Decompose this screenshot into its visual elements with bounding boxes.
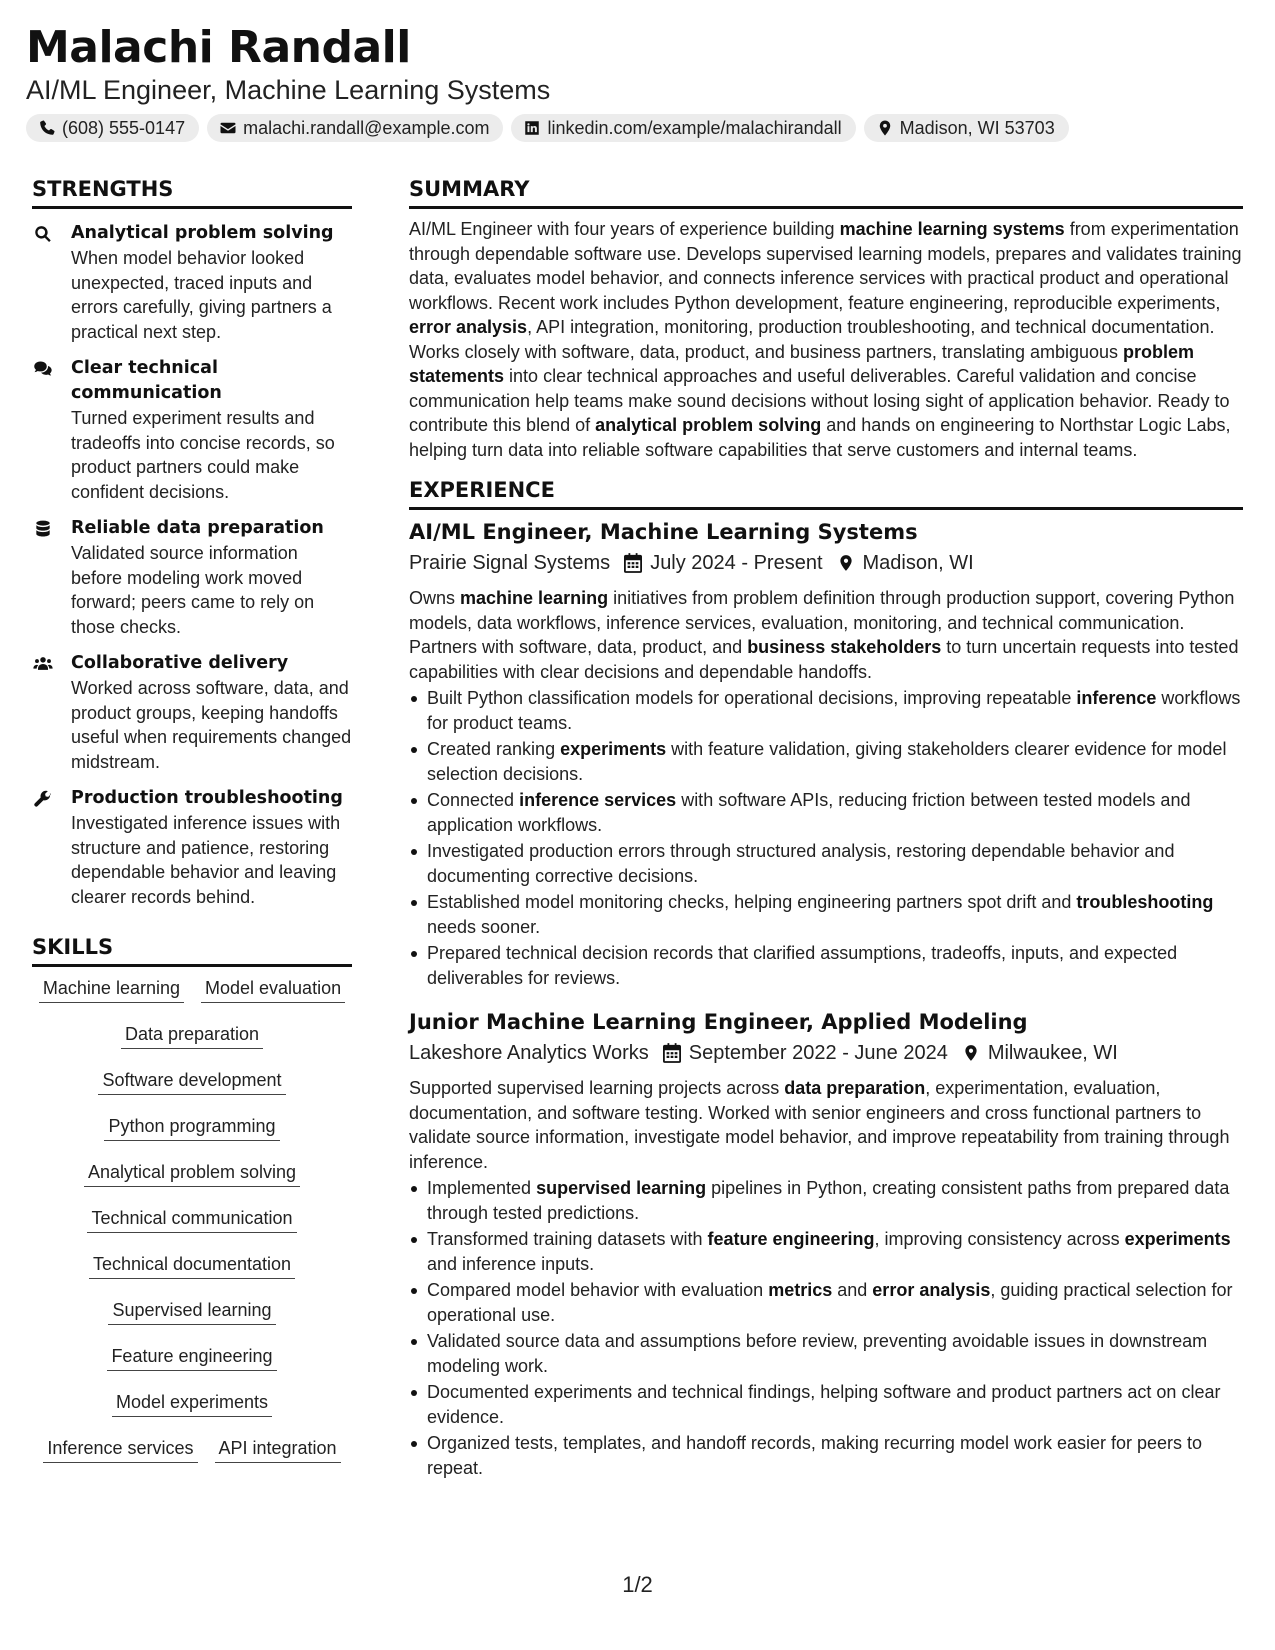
contact-location-text: Madison, WI 53703	[899, 117, 1055, 138]
skill-tag: Supervised learning	[108, 1299, 275, 1325]
contact-linkedin[interactable]	[511, 114, 855, 142]
job-summary	[409, 586, 1243, 684]
text-run: AI/ML Engineer with four years of experience building	[409, 219, 840, 239]
text-run: Transformed training datasets with	[427, 1229, 708, 1249]
emphasis-text: error analysis	[409, 317, 528, 337]
job-title: Junior Machine Learning Engineer, Applied Modeling	[409, 1010, 1028, 1034]
contact-phone-text: (608) 555-0147	[62, 117, 186, 138]
envelope-icon	[219, 119, 237, 137]
text-run: Prepared technical decision records that clarified assumptions, tradeoffs, inputs, and expected deliverables for reviews.	[427, 943, 1178, 988]
job-bullet	[409, 1278, 1243, 1327]
text-run: and inference inputs.	[427, 1253, 595, 1274]
skills-heading: SKILLS	[32, 933, 352, 967]
skill-tag: Model evaluation	[201, 977, 345, 1003]
linkedin-icon	[523, 119, 541, 137]
strength-name: Reliable data preparation	[71, 518, 324, 538]
calendar-icon	[663, 1043, 681, 1063]
text-run: , guiding practical selection for operational use.	[427, 1280, 1233, 1325]
skill-tag: Analytical problem solving	[84, 1161, 300, 1187]
job-location: Milwaukee, WI	[987, 1042, 1118, 1064]
strength-name: Production troubleshooting	[71, 788, 343, 808]
strength-desc: When model behavior looked unexpected, traced inputs and errors carefully, giving partners a practical next step.	[71, 248, 332, 342]
skills-section	[32, 933, 352, 1483]
job-location: Madison, WI	[862, 552, 974, 574]
job-title: AI/ML Engineer, Machine Learning Systems	[409, 520, 918, 544]
job-dates: July 2024 - Present	[650, 552, 823, 574]
text-run: Owns	[409, 588, 461, 608]
job-company: Lakeshore Analytics Works	[409, 1042, 649, 1064]
text-run: Documented experiments and technical findings, helping software and product partners act on clear evidence.	[427, 1382, 1221, 1427]
skill-tag: Software development	[98, 1069, 285, 1095]
job-entry	[409, 1008, 1243, 1480]
text-run: with software APIs, reducing friction between tested models and application workflows.	[427, 790, 1191, 835]
emphasis-text: inference	[1076, 688, 1157, 708]
job-company: Prairie Signal Systems	[409, 552, 611, 574]
emphasis-text: metrics	[768, 1280, 833, 1300]
strengths-heading: STRENGTHS	[32, 175, 352, 209]
job-bullet	[409, 737, 1243, 786]
experience-heading: EXPERIENCE	[409, 476, 1243, 510]
right-column	[409, 175, 1243, 1480]
job-bullet	[409, 941, 1243, 990]
job-bullet	[409, 1176, 1243, 1225]
strength-item	[32, 356, 352, 504]
job-bullet	[409, 686, 1243, 735]
job-bullet	[409, 1380, 1243, 1429]
job-entry	[409, 518, 1243, 990]
strength-desc: Investigated inference issues with structure and patience, restoring dependable behavior and leaving clearer records behind.	[71, 813, 341, 907]
skill-tag: Technical communication	[87, 1207, 296, 1233]
text-run: to turn uncertain requests into tested capabilities with clear decisions and dependable handoffs.	[409, 637, 1239, 682]
experience-section	[409, 476, 1243, 1480]
text-run: Built Python classification models for operational decisions, improving repeatable	[427, 688, 1077, 708]
database-icon	[32, 519, 54, 539]
candidate-name: Malachi Randall	[26, 22, 411, 73]
text-run: with feature validation, giving stakeholders clearer evidence for model selection decisions.	[427, 739, 1227, 784]
strength-desc: Validated source information before modeling work moved forward; peers came to rely on those checks.	[71, 543, 315, 637]
contact-phone[interactable]	[26, 114, 199, 142]
skill-tag: Feature engineering	[107, 1345, 276, 1371]
emphasis-text: machine learning systems	[839, 219, 1065, 239]
text-run: and hands on engineering to Northstar Logic Labs, helping turn data into reliable software capabilities that serve customers and internal teams.	[409, 415, 1231, 460]
skills-list	[32, 977, 352, 1483]
strength-name: Clear technical communication	[71, 358, 222, 403]
text-run: workflows for product teams.	[427, 688, 1241, 733]
job-bullets	[409, 686, 1243, 990]
emphasis-text: problem statements	[409, 341, 1195, 386]
text-run: needs sooner.	[427, 916, 541, 937]
emphasis-text: troubleshooting	[1076, 892, 1214, 912]
summary-text	[409, 217, 1243, 462]
emphasis-text: inference services	[519, 790, 677, 810]
job-meta	[409, 548, 1243, 578]
job-summary	[409, 1076, 1243, 1174]
text-run: , experimentation, evaluation, documentation, and software testing. Worked with senior engineers and cross functional partners to validate source information, investigate model behavior, and improve repeatability from training through inference.	[409, 1078, 1230, 1172]
contact-bar	[26, 114, 1246, 142]
strength-item	[32, 651, 352, 774]
job-dates: September 2022 - June 2024	[688, 1042, 948, 1064]
text-run: Organized tests, templates, and handoff records, making recurring model work easier for peers to repeat.	[427, 1433, 1203, 1478]
emphasis-text: experiments	[1124, 1229, 1231, 1249]
emphasis-text: analytical problem solving	[595, 415, 822, 435]
emphasis-text: feature engineering	[707, 1229, 875, 1249]
calendar-icon	[624, 553, 642, 573]
text-run: Investigated production errors through structured analysis, restoring dependable behavior and documenting corrective decisions.	[427, 841, 1175, 886]
contact-linkedin-text: linkedin.com/example/malachirandall	[547, 117, 842, 138]
resume-header	[26, 22, 1246, 142]
skill-tag: Model experiments	[112, 1391, 272, 1417]
contact-email-text: malachi.randall@example.com	[243, 117, 490, 138]
skill-tag: Inference services	[43, 1437, 197, 1463]
strength-item	[32, 221, 352, 344]
job-bullet	[409, 1431, 1243, 1480]
contact-email[interactable]	[207, 114, 503, 142]
job-bullet	[409, 839, 1243, 888]
users-icon	[32, 654, 54, 674]
emphasis-text: business stakeholders	[747, 637, 942, 657]
text-run: and	[832, 1280, 873, 1300]
summary-heading: SUMMARY	[409, 175, 1243, 209]
skill-tag: Technical documentation	[89, 1253, 295, 1279]
map-pin-icon	[962, 1043, 980, 1063]
text-run: from experimentation through dependable software use. Develops supervised learning models, prepares and validates training data, evaluates model behavior, and connects inference services with practical product and operational workflows. Recent work includes Python development, feature engineering, reproducible experiments,	[409, 219, 1242, 313]
strength-item	[32, 786, 352, 909]
text-run: into clear technical approaches and useful deliverables. Careful validation and concise communication help teams make sound decisions without losing sight of application behavior. Ready to contribute this blend of	[409, 366, 1230, 435]
strength-name: Collaborative delivery	[71, 653, 289, 673]
comments-icon	[32, 359, 54, 379]
text-run: Validated source data and assumptions before review, preventing avoidable issues in downstream modeling work.	[427, 1331, 1208, 1376]
emphasis-text: experiments	[560, 739, 667, 759]
search-icon	[32, 224, 54, 244]
job-meta	[409, 1038, 1243, 1068]
job-bullet	[409, 1227, 1243, 1276]
text-run: initiatives from problem definition through production support, covering Python models, data workflows, inference services, evaluation, monitoring, and technical communication. Partners with software, data, product, and	[409, 588, 1235, 657]
candidate-title: AI/ML Engineer, Machine Learning Systems	[26, 75, 551, 105]
text-run: Established model monitoring checks, helping engineering partners spot drift and	[427, 892, 1077, 912]
map-pin-icon	[837, 553, 855, 573]
page-number: 1/2	[622, 1572, 653, 1597]
text-run: Compared model behavior with evaluation	[427, 1280, 769, 1300]
text-run: , API integration, monitoring, production troubleshooting, and technical documentation. Works closely with software, data, product, and business partners, translating ambiguous	[409, 317, 1215, 362]
job-bullet	[409, 788, 1243, 837]
skill-tag: Python programming	[104, 1115, 279, 1141]
job-bullet	[409, 1329, 1243, 1378]
text-run: Created ranking	[427, 739, 561, 759]
strength-desc: Worked across software, data, and product groups, keeping handoffs useful when requirements changed midstream.	[71, 678, 352, 772]
wrench-icon	[32, 789, 54, 809]
emphasis-text: error analysis	[872, 1280, 991, 1300]
skill-tag: Machine learning	[39, 977, 184, 1003]
strength-name: Analytical problem solving	[71, 223, 334, 243]
emphasis-text: supervised learning	[536, 1178, 707, 1198]
text-run: , improving consistency across	[874, 1229, 1125, 1249]
map-pin-icon	[876, 119, 894, 137]
text-run: Connected	[427, 790, 520, 810]
skill-tag: Data preparation	[121, 1023, 263, 1049]
emphasis-text: data preparation	[784, 1078, 926, 1098]
emphasis-text: machine learning	[460, 588, 609, 608]
job-bullet	[409, 890, 1243, 939]
text-run: pipelines in Python, creating consistent paths from prepared data through tested predictions.	[427, 1178, 1230, 1223]
job-bullets	[409, 1176, 1243, 1480]
left-column	[32, 175, 352, 1483]
phone-icon	[38, 119, 56, 137]
text-run: Implemented	[427, 1178, 537, 1198]
strength-item	[32, 516, 352, 639]
contact-location	[864, 114, 1069, 142]
strength-desc: Turned experiment results and tradeoffs into concise records, so product partners could make confident decisions.	[71, 408, 335, 502]
text-run: Supported supervised learning projects across	[409, 1078, 785, 1098]
skill-tag: API integration	[215, 1437, 341, 1463]
